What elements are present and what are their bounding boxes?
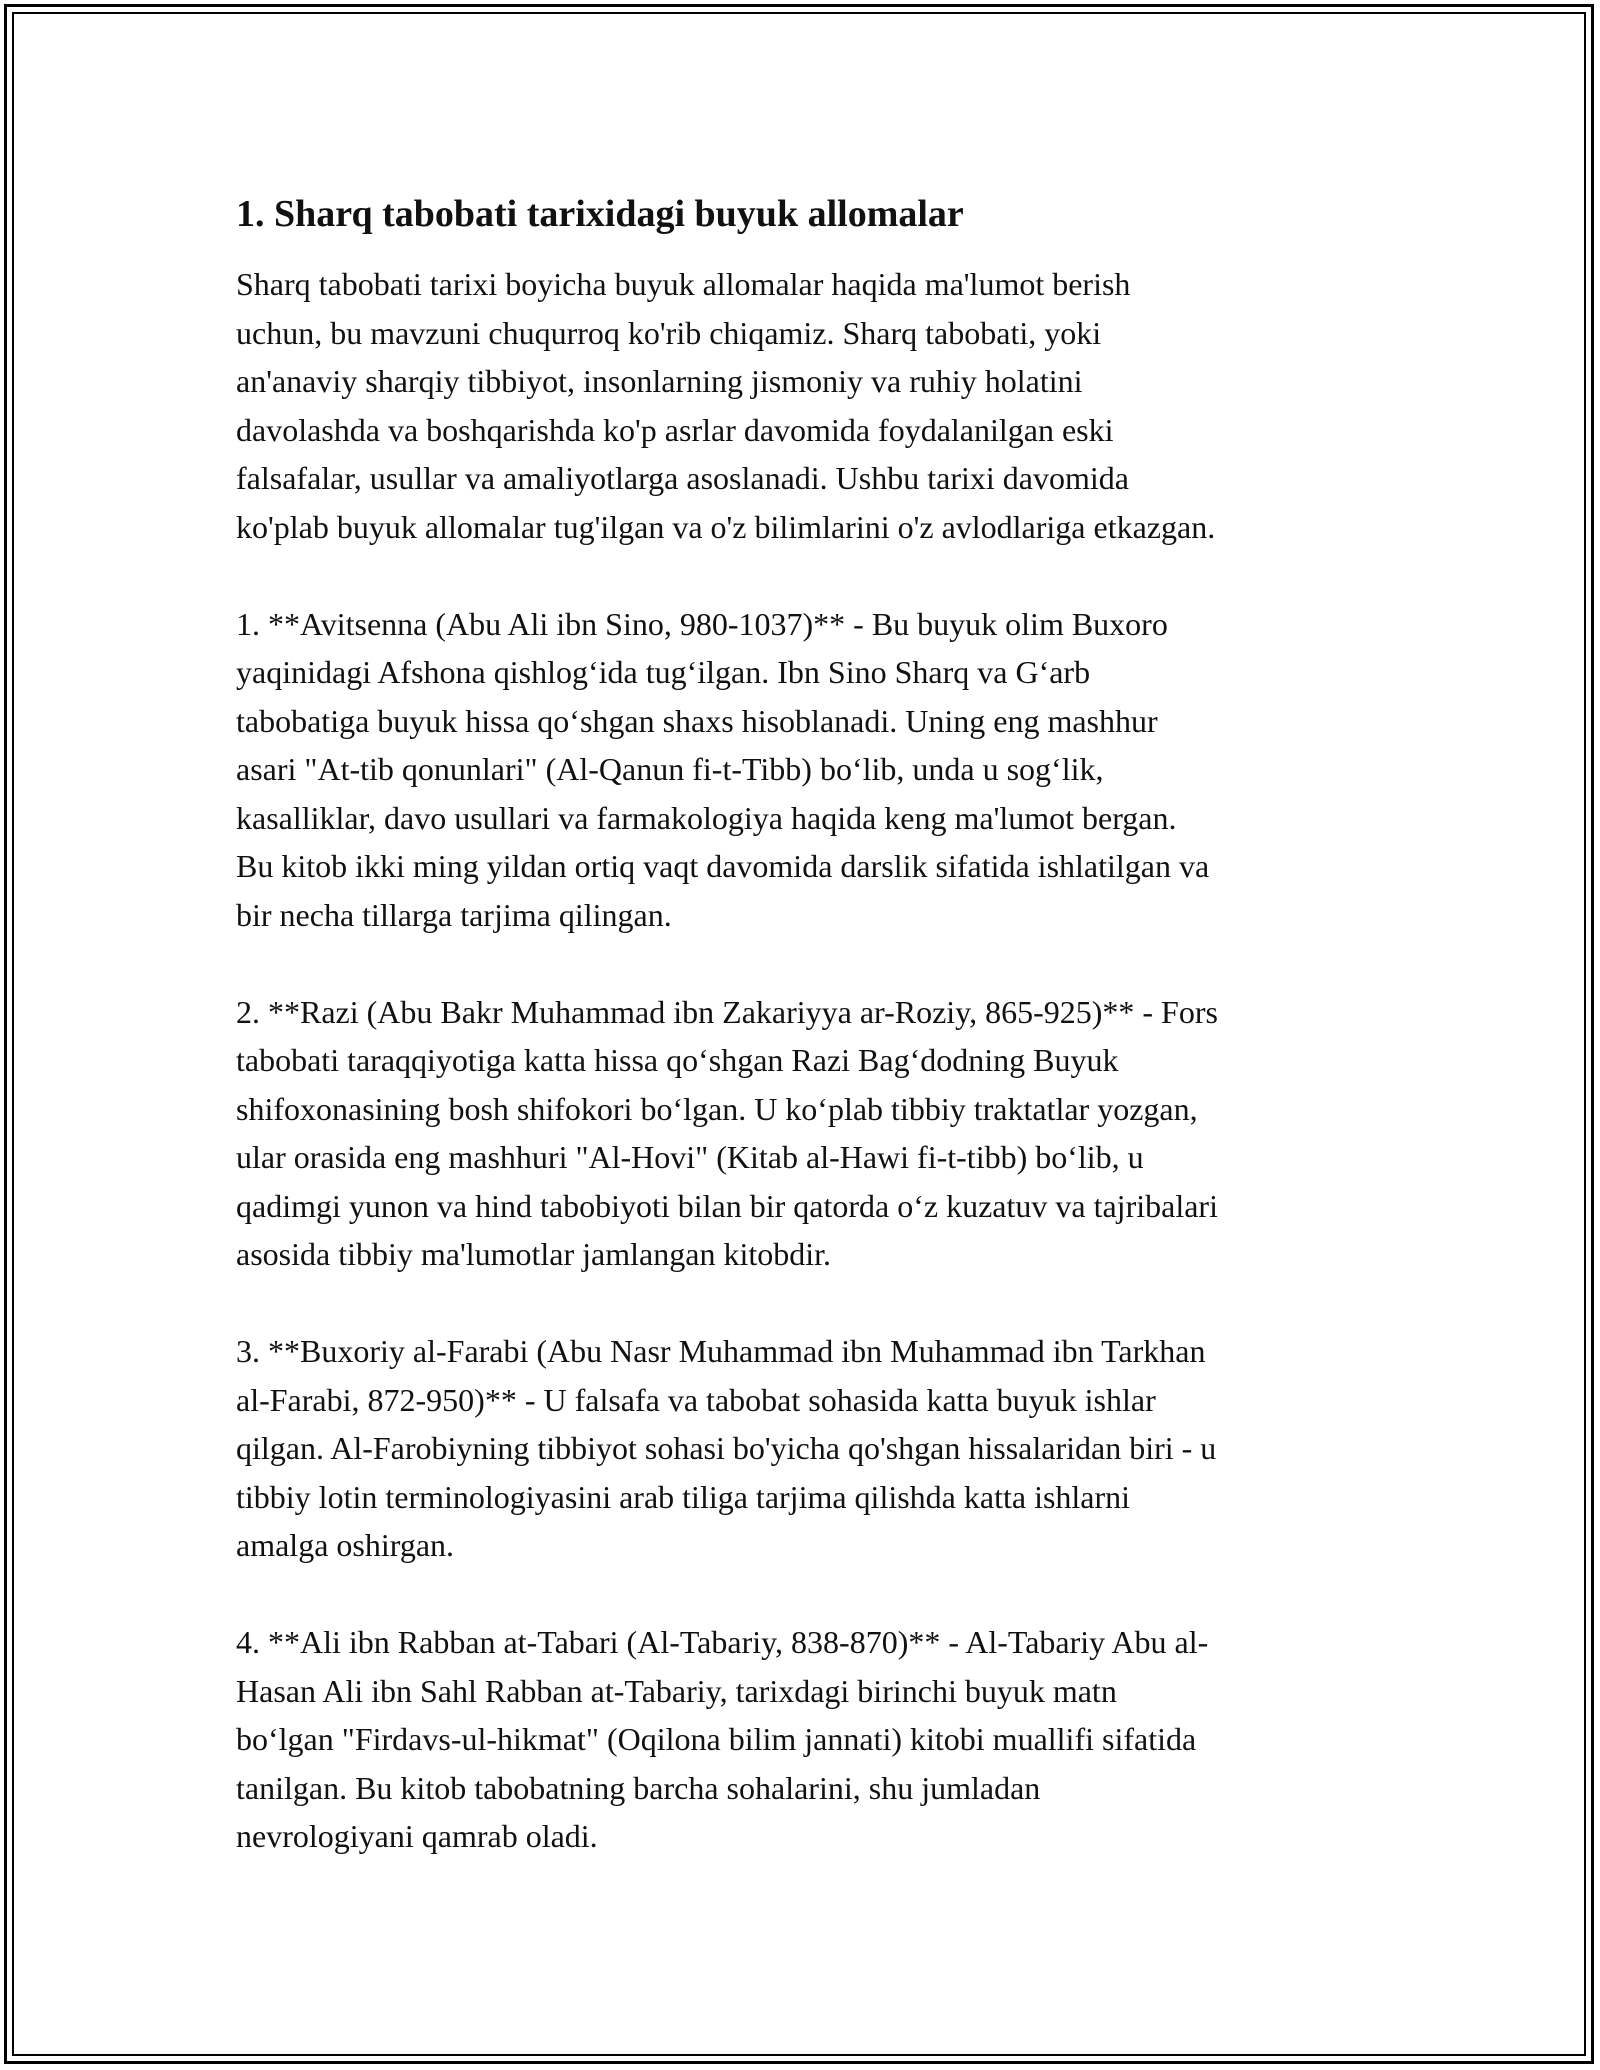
document-title: 1. Sharq tabobati tarixidagi buyuk allomalar — [236, 193, 964, 235]
document-body — [236, 190, 1366, 1909]
list-item-razi: 2. **Razi (Abu Bakr Muhammad ibn Zakariyya ar-Roziy, 865-925)** - Fors tabobati taraqqiyotiga katta hissa qo‘shgan Razi Bag‘dodning Buyuk shifoxonasining bosh shifokori bo‘lgan. U ko‘plab tibbiy traktatlar yozgan, ular orasida eng mashhuri "Al-Hovi" (Kitab al-Hawi fi-t-tibb) bo‘lib, u qadimgi yunon va hind tabobiyoti bilan bir qatorda o‘z kuzatuv va tajribalari asosida tibbiy ma'lumotlar jamlangan kitobdir. — [236, 993, 1218, 1272]
intro-paragraph: Sharq tabobati tarixi boyicha buyuk allomalar haqida ma'lumot berish uchun, bu mavzuni chuqurroq ko'rib chiqamiz. Sharq tabobati, yoki an'anaviy sharqiy tibbiyot, insonlarning jismoniy va ruhiy holatini davolashda va boshqarishda ko'p asrlar davomida foydalanilgan eski falsafalar, usullar va amaliyotlarga asoslanadi. Ushbu tarixi davomida ko'plab buyuk allomalar tug'ilgan va o'z bilimlarini o'z avlodlariga etkazgan. — [236, 266, 1216, 545]
list-item-avitsenna: 1. **Avitsenna (Abu Ali ibn Sino, 980-1037)** - Bu buyuk olim Buxoro yaqinidagi Afshona qishlog‘ida tug‘ilgan. Ibn Sino Sharq va G‘arb tabobatiga buyuk hissa qo‘shgan shaxs hisoblanadi. Uning eng mashhur asari "At-tib qonunlari" (Al-Qanun fi-t-Tibb) bo‘lib, unda u sog‘lik, kasalliklar, davo usullari va farmakologiya haqida keng ma'lumot bergan. Bu kitob ikki ming yildan ortiq vaqt davomida darslik sifatida ishlatilgan va bir necha tillarga tarjima qilingan. — [236, 605, 1210, 933]
list-item-farabi: 3. **Buxoriy al-Farabi (Abu Nasr Muhammad ibn Muhammad ibn Tarkhan al-Farabi, 872-950)** - U falsafa va tabobat sohasida katta buyuk ishlar qilgan. Al-Farobiyning tibbiyot sohasi bo'yicha qo'shgan hissalaridan biri - u tibbiy lotin terminologiyasini arab tiliga tarjima qilishda katta ishlarni amalga oshirgan. — [236, 1333, 1217, 1563]
list-item-tabari: 4. **Ali ibn Rabban at-Tabari (Al-Tabariy, 838-870)** - Al-Tabariy Abu al- Hasan Ali ibn Sahl Rabban at-Tabariy, tarixdagi birinchi buyuk matn bo‘lgan "Firdavs-ul-hikmat" (Oqilona bilim jannati) kitobi muallifi sifatida tanilgan. Bu kitob tabobatning barcha sohalarini, shu jumladan nevrologiyani qamrab oladi. — [236, 1624, 1209, 1854]
